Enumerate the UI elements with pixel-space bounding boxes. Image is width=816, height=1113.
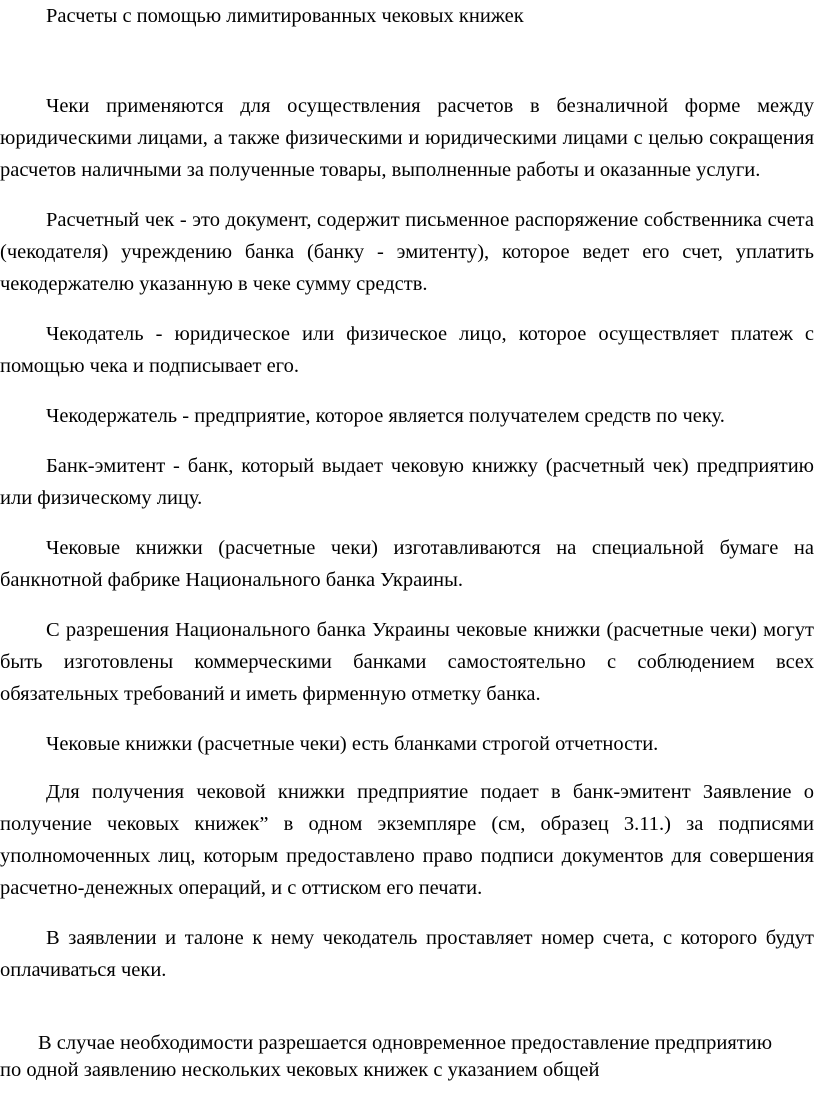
paragraph-strict-reporting-forms: Чековые книжки (расчетные чеки) есть бланками строгой отчетности.	[46, 733, 659, 755]
paragraph-issuing-bank-definition: Банк-эмитент - банк, который выдает чековую книжку (расчетный чек) предприятию или физическому лицу.	[0, 455, 814, 509]
paragraph-application-procedure: Для получения чековой книжки предприятие подает в банк-эмитент Заявление о получение чековых книжек” в одном экземпляре (см, образец 3.11.) за подписями уполномоченных лиц, которым предоставлено право подписи документов для совершения расчетно-денежных операций, и с оттиском его печати.	[0, 781, 814, 899]
document-body	[0, 90, 814, 1004]
document-title: Расчеты с помощью лимитированных чековых книжек	[46, 5, 524, 27]
paragraph-drawer-definition: Чекодатель - юридическое или физическое лицо, которое осуществляет платеж с помощью чека и подписывает его.	[0, 323, 814, 377]
paragraph-account-number: В заявлении и талоне к нему чекодатель проставляет номер счета, с которого будут оплачиваться чеки.	[0, 927, 814, 981]
paragraph-cheque-book-production: Чековые книжки (расчетные чеки) изготавливаются на специальной бумаге на банкнотной фабрике Национального банка Украины.	[0, 537, 814, 591]
paragraph-multiple-books: В случае необходимости разрешается одновременное предоставление предприятию по одной заявлению нескольких чековых книжек с указанием общей	[0, 1032, 773, 1081]
paragraph-settlement-cheque-definition: Расчетный чек - это документ, содержит письменное распоряжение собственника счета (чекодателя) учреждению банка (банку - эмитенту), которое ведет его счет, уплатить чекодержателю указанную в чеке сумму средств.	[0, 209, 814, 295]
paragraph-commercial-bank-production: С разрешения Национального банка Украины чековые книжки (расчетные чеки) могут быть изготовлены коммерческими банками самостоятельно с соблюдением всех обязательных требований и иметь фирменную отметку банка.	[0, 619, 814, 705]
paragraph-cheques-usage: Чеки применяются для осуществления расчетов в безналичной форме между юридическими лицами, а также физическими и юридическими лицами с целью сокращения расчетов наличными за полученные товары, выполненные работы и оказанные услуги.	[0, 95, 814, 181]
paragraph-holder-definition: Чекодержатель - предприятие, которое является получателем средств по чеку.	[46, 405, 725, 427]
